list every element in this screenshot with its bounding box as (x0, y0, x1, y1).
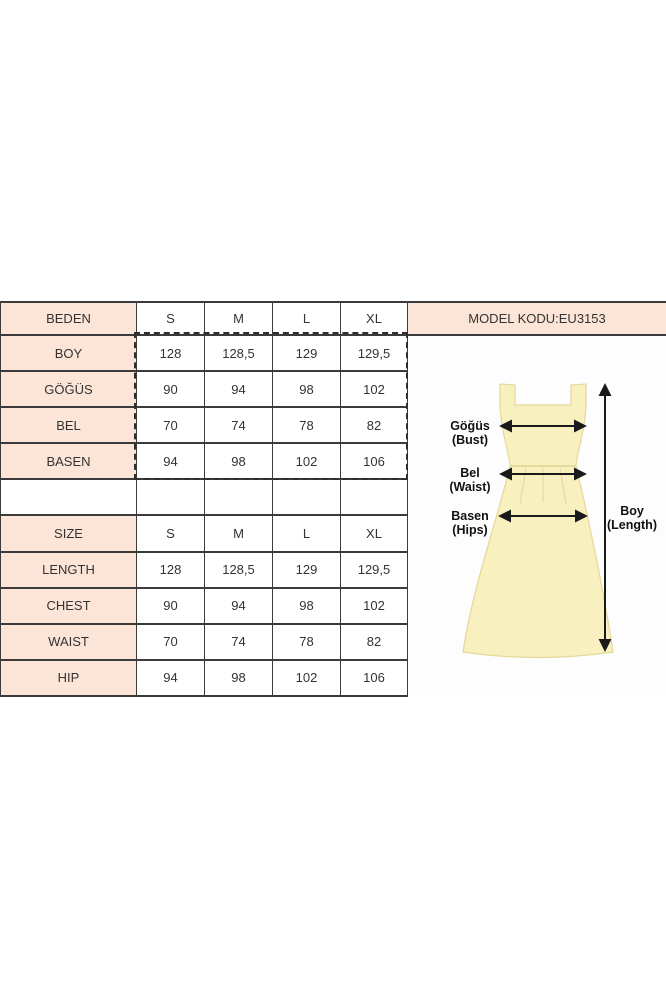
row-label: LENGTH (1, 552, 137, 588)
spacer-cell (1, 479, 137, 515)
value-cell: 74 (205, 407, 273, 443)
value-cell: 128,5 (205, 552, 273, 588)
value-cell: 78 (273, 407, 341, 443)
value-cell: 82 (341, 624, 408, 660)
value-cell: 94 (137, 443, 205, 479)
value-cell: 82 (341, 407, 408, 443)
value-cell: 94 (137, 660, 205, 696)
beden-header-cell: BEDEN (1, 302, 137, 335)
value-cell: 90 (137, 371, 205, 407)
waist-label-tr: Bel (460, 466, 480, 480)
col-header-xl: XL (341, 515, 408, 551)
size-header-cell: SIZE (1, 515, 137, 551)
col-header-xl: XL (341, 302, 408, 335)
value-cell: 102 (341, 371, 408, 407)
value-cell: 70 (137, 407, 205, 443)
value-cell: 102 (273, 443, 341, 479)
value-cell: 98 (273, 371, 341, 407)
hips-label-tr: Basen (451, 509, 489, 523)
spacer-cell (341, 479, 408, 515)
spacer-cell (205, 479, 273, 515)
row-label: WAIST (1, 624, 137, 660)
bust-label-tr: Göğüs (450, 419, 490, 433)
value-cell: 128,5 (205, 335, 273, 371)
value-cell: 102 (273, 660, 341, 696)
waist-label-en: (Waist) (449, 480, 491, 494)
col-header-s: S (137, 302, 205, 335)
model-code-cell: MODEL KODU:EU3153 (408, 302, 666, 335)
value-cell: 102 (341, 588, 408, 624)
value-cell: 129 (273, 335, 341, 371)
hips-label-en: (Hips) (452, 523, 488, 537)
value-cell: 70 (137, 624, 205, 660)
length-label-tr: Boy (620, 504, 644, 518)
col-header-m: M (205, 515, 273, 551)
value-cell: 74 (205, 624, 273, 660)
value-cell: 78 (273, 624, 341, 660)
col-header-s: S (137, 515, 205, 551)
value-cell: 129 (273, 552, 341, 588)
value-cell: 98 (205, 660, 273, 696)
size-chart-sheet (0, 301, 666, 697)
dress-measurement-diagram (408, 335, 666, 696)
spacer-cell (137, 479, 205, 515)
length-label-en: (Length) (607, 518, 657, 532)
col-header-l: L (273, 302, 341, 335)
bust-label-en: (Bust) (451, 433, 489, 447)
value-cell: 90 (137, 588, 205, 624)
row-label: CHEST (1, 588, 137, 624)
table-row-boy (1, 335, 666, 371)
value-cell: 129,5 (341, 552, 408, 588)
value-cell: 94 (205, 371, 273, 407)
row-label: HIP (1, 660, 137, 696)
size-table (0, 301, 666, 697)
row-label: BASEN (1, 443, 137, 479)
spacer-cell (273, 479, 341, 515)
row-label: BOY (1, 335, 137, 371)
row-label: GÖĞÜS (1, 371, 137, 407)
value-cell: 128 (137, 335, 205, 371)
value-cell: 128 (137, 552, 205, 588)
value-cell: 106 (341, 443, 408, 479)
value-cell: 98 (205, 443, 273, 479)
value-cell: 98 (273, 588, 341, 624)
value-cell: 106 (341, 660, 408, 696)
value-cell: 94 (205, 588, 273, 624)
value-cell: 129,5 (341, 335, 408, 371)
row-label: BEL (1, 407, 137, 443)
col-header-l: L (273, 515, 341, 551)
tr-header-row (1, 302, 666, 335)
col-header-m: M (205, 302, 273, 335)
